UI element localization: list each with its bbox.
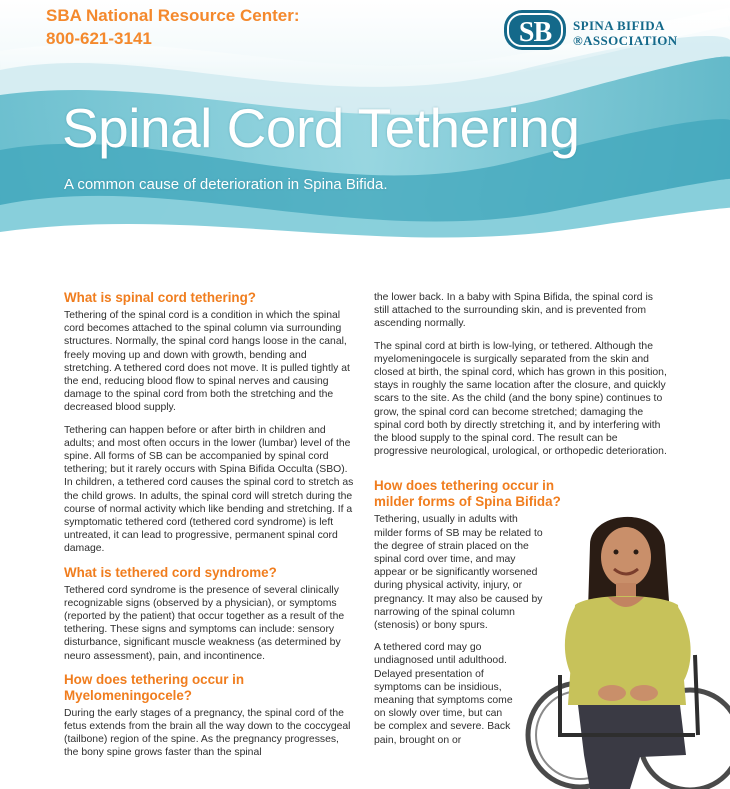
paragraph: Tethered cord syndrome is the presence of several clinically recognizable signs (observed by a physician), or symptoms (reported by the patient) that occur together as a result of the tethering. These signs and symptoms can include: sensory disturbance, significant muscle weakness (as determined by neuro assessment), pain, and incontinence. — [64, 584, 345, 662]
section-heading-myelomeningocele: How does tethering occur in Myelomeningocele? — [64, 671, 245, 703]
registered-mark: ® — [573, 33, 584, 48]
header-banner — [0, 0, 730, 262]
paragraph: The spinal cord at birth is low-lying, or tethered. Although the myelomeningocele is surgically separated from the skin and closed at birth, the spinal cord, which has grown in this position, stays in roughly the same location after the closure, and quickly scars to the site. As the child (and the bony spine) continues to grow, the spinal cord can become stretched; damaging the spinal cord both by directly stretching it, and by interfering with the blood supply to the spinal cord. The result can be progressive neurological, urological, or orthopedic deterioration. — [374, 340, 667, 458]
left-column — [64, 290, 356, 769]
svg-text:SB: SB — [518, 17, 552, 48]
logo-line-1: SPINA BIFIDA — [573, 18, 665, 33]
paragraph: Tethering of the spinal cord is a condition in which the spinal cord becomes attached to the spinal column via surrounding structures. Normally, the spinal cord hangs loose in the canal, freely moving up and down with growth, bending and stretching. A tethered cord does not move. It is pulled tightly at the end, reducing blood flow to spinal nerves and causing damage to the spinal cord from both the stretching and the decreased blood supply. — [64, 310, 350, 414]
logo-wordmark — [573, 18, 678, 48]
page-title: Spinal Cord Tethering — [62, 97, 580, 159]
paragraph: Tethering can happen before or after birth in children and adults; and most often occurs in the lower (lumbar) level of the spine. All forms of SB can be accompanied by spinal cord tethering; but it rarely occurs with Spina Bifida Occulta (SBO). In children, a tethered cord causes the spinal cord to stretch as the child grows. In adults, the spinal cord will stretch during the course of normal activity which like bending and stretching. If a symptomatic tethered cord (tethered cord syndrome) is left untreated, it can lead to progressive, permanent spinal cord damage. — [64, 424, 354, 555]
section-heading-tethered-cord-syndrome: What is tethered cord syndrome? — [64, 564, 277, 580]
spina-bifida-association-logo — [503, 8, 693, 56]
sb-logo-mark-icon — [503, 8, 567, 52]
paragraph: During the early stages of a pregnancy, the spinal cord of the fetus extends from the brain all the way down to the coccygeal (tailbone) region of the spine. As the pregnancy progresses, the bony spine grows faster than the spinal — [64, 707, 351, 759]
paragraph: A tethered cord may go undiagnosed until adulthood. Delayed presentation of symptoms can be insidious, meaning that symptoms come on slowly over time, but can be complex and severe. Back pain, brought on or — [374, 642, 513, 746]
logo-line-2-text: ASSOCIATION — [583, 33, 678, 48]
paragraph: Tethering, usually in adults with milder forms of SB may be related to the degree of strain placed on the spinal cord over time, and may appear or be significantly worsened during physical activity, injury, or pregnancy. It may also be caused by narrowing of the spinal column (stenosis) or bony spurs. — [374, 514, 543, 632]
resource-center-phone: 800-621-3141 — [46, 29, 152, 48]
logo-line-2 — [573, 33, 678, 48]
paragraph: the lower back. In a baby with Spina Bifida, the spinal cord is still attached to the surrounding skin, and is prevented from ascending normally. — [374, 292, 653, 330]
resource-center-label: SBA National Resource Center: — [46, 6, 300, 25]
woman-in-wheelchair-photo — [520, 505, 730, 789]
resource-center-contact — [46, 4, 299, 50]
page-subtitle: A common cause of deterioration in Spina Bifida. — [64, 176, 388, 193]
section-heading-milder-forms: How does tethering occur in milder forms of Spina Bifida? — [374, 478, 561, 510]
section-heading-what-is-tethering: What is spinal cord tethering? — [64, 290, 256, 305]
